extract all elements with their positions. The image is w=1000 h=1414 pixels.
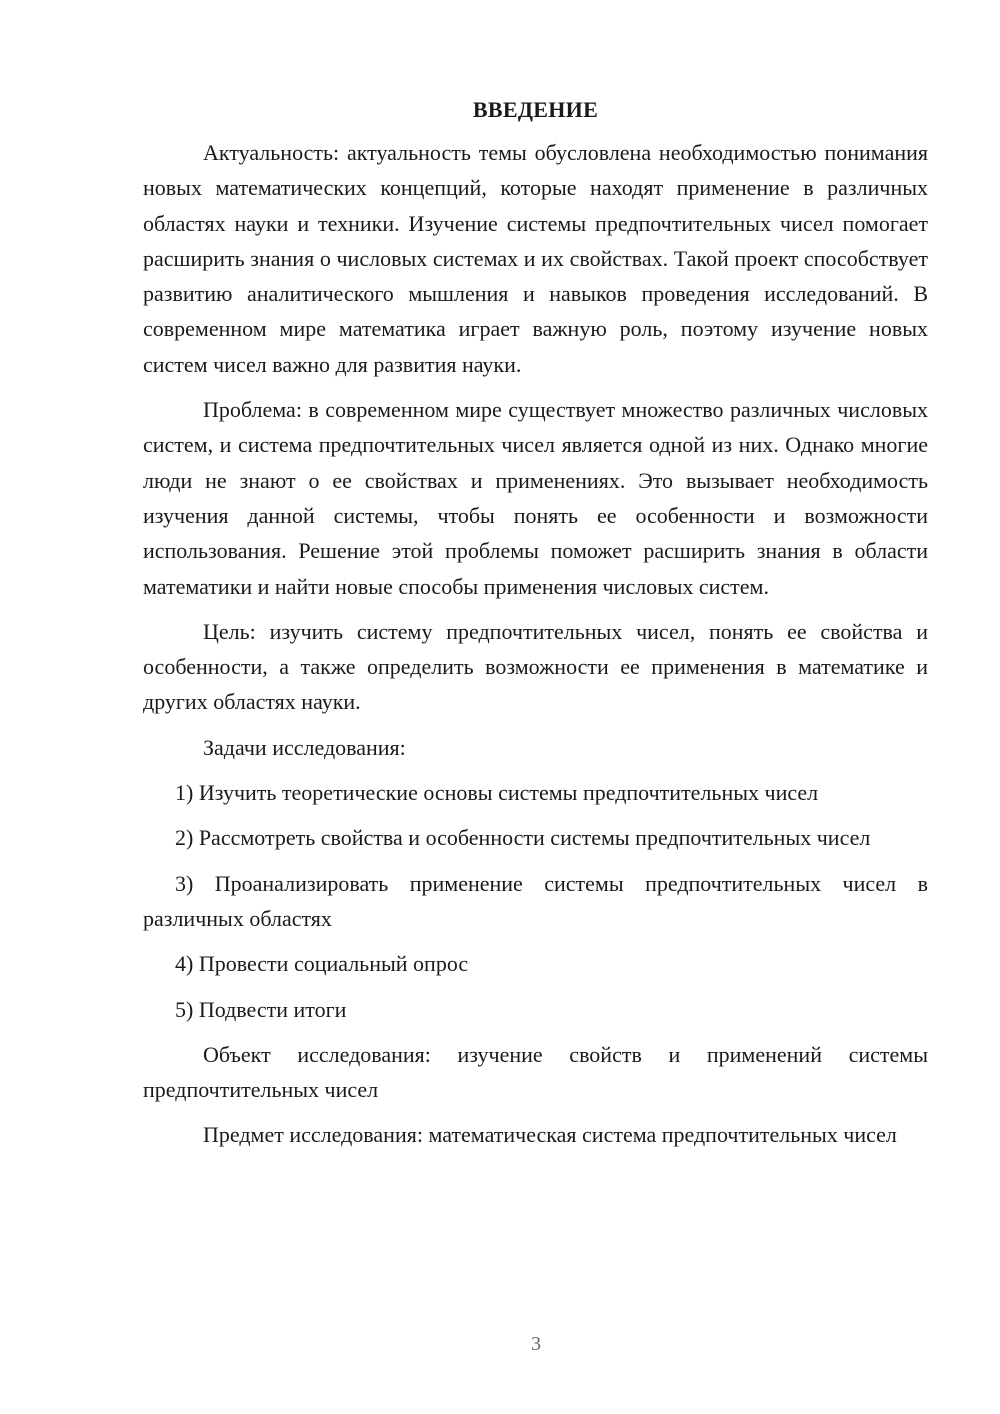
task-item: 5) Подвести итоги (175, 996, 347, 1022)
document-page (143, 95, 928, 1163)
goal-paragraph: Цель: изучить систему предпочтительных чисел, понять ее свойства и особенности, а также определить возможности ее применения в математике и других областях науки. (143, 618, 928, 715)
task-item: 4) Провести социальный опрос (175, 951, 469, 977)
subject-paragraph: Предмет исследования: математическая система предпочтительных чисел (203, 1122, 897, 1148)
relevance-paragraph: Актуальность: актуальность темы обусловлена необходимостью понимания новых математических концепций, которые находят применение в различных областях науки и техники. Изучение системы предпочтительных чисел помогает расширить знания о числовых системах и их свойствах. Такой проект способствует развитию аналитического мышления и навыков проведения исследований. В современном мире математика играет важную роль, поэтому изучение новых систем чисел важно для развития науки. (143, 140, 928, 377)
task-item: 3) Проанализировать применение системы предпочтительных чисел в различных областях (143, 870, 928, 931)
tasks-title: Задачи исследования: (203, 734, 406, 760)
task-item: 2) Рассмотреть свойства и особенности системы предпочтительных чисел (175, 825, 871, 851)
problem-paragraph: Проблема: в современном мире существует множество различных числовых систем, и система предпочтительных чисел является одной из них. Однако многие люди не знают о ее свойствах и применениях. Это вызывает необходимость изучения данной системы, чтобы понять ее особенности и возможности использования. Решение этой проблемы поможет расширить знания в области математики и найти новые способы применения числовых систем. (143, 397, 928, 599)
object-paragraph: Объект исследования: изучение свойств и применений системы предпочтительных чисел (143, 1041, 928, 1103)
page-number: 3 (531, 1333, 541, 1355)
page-title: ВВЕДЕНИЕ (472, 97, 599, 122)
task-item: 1) Изучить теоретические основы системы предпочтительных чисел (175, 780, 819, 806)
